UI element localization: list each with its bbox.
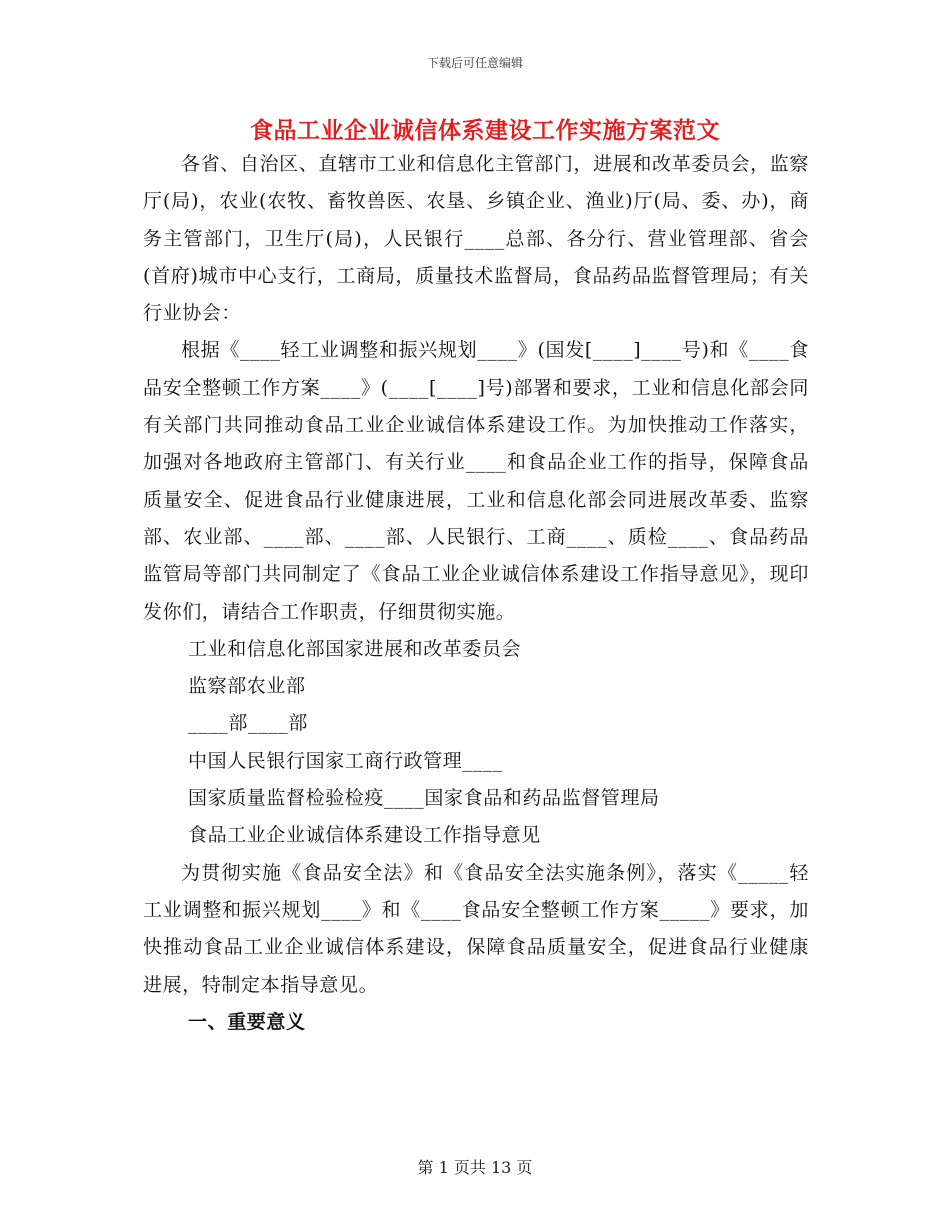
salutation-paragraph: 各省、自治区、直辖市工业和信息化主管部门，进展和改革委员会，监察厅(局)，农业(农牧、畜牧兽医、农垦、乡镇企业、渔业)厅(局、委、办)，商务主管部门，卫生厅(局)，人民银行____总部、各分行、营业管理部、省会(首府)城市中心支行，工商局，质量技术监督局，食品药品监督管理局；有关行业协会：: [143, 153, 809, 325]
signatory-line: ____部____部: [188, 712, 309, 735]
notice-paragraph: 根据《____轻工业调整和振兴规划____》(国发[____]____号)和《____食品安全整顿工作方案____》(____[____]号)部署和要求，工业和信息化部会同有关部门共同推动食品工业企业诚信体系建设工作。为加快推动工作落实，加强对各地政府主管部门、有关行业____和食品企业工作的指导，保障食品质量安全、促进食品行业健康进展，工业和信息化部会同进展改革委、监察部、农业部、____部、____部、人民银行、工商____、质检____、食品药品监管局等部门共同制定了《食品工业企业诚信体系建设工作指导意见》，现印发你们，请结合工作职责，仔细贯彻实施。: [143, 339, 809, 623]
page-number-footer: 第 1 页共 13 页: [417, 1158, 533, 1177]
document-body: [143, 146, 809, 1041]
page-header-note: 下载后可任意编辑: [426, 56, 523, 70]
section-heading: 一、重要意义: [188, 1010, 306, 1033]
signatory-line: 中国人民银行国家工商行政管理____: [188, 749, 503, 772]
document-title: 食品工业企业诚信体系建设工作实施方案范文: [250, 117, 720, 144]
intro-paragraph: 为贯彻实施《食品安全法》和《食品安全法实施条例》，落实《_____轻工业调整和振兴规划____》和《____食品安全整顿工作方案_____》要求，加快推动食品工业企业诚信体系建设，保障食品质量安全，促进食品行业健康进展，特制定本指导意见。: [143, 861, 809, 996]
signatory-line: 工业和信息化部国家进展和改革委员会: [188, 637, 522, 660]
signatory-line: 监察部农业部: [188, 675, 306, 698]
guidance-title-line: 食品工业企业诚信体系建设工作指导意见: [188, 824, 541, 847]
signatory-line: 国家质量监督检验检疫____国家食品和药品监督管理局: [188, 787, 660, 810]
